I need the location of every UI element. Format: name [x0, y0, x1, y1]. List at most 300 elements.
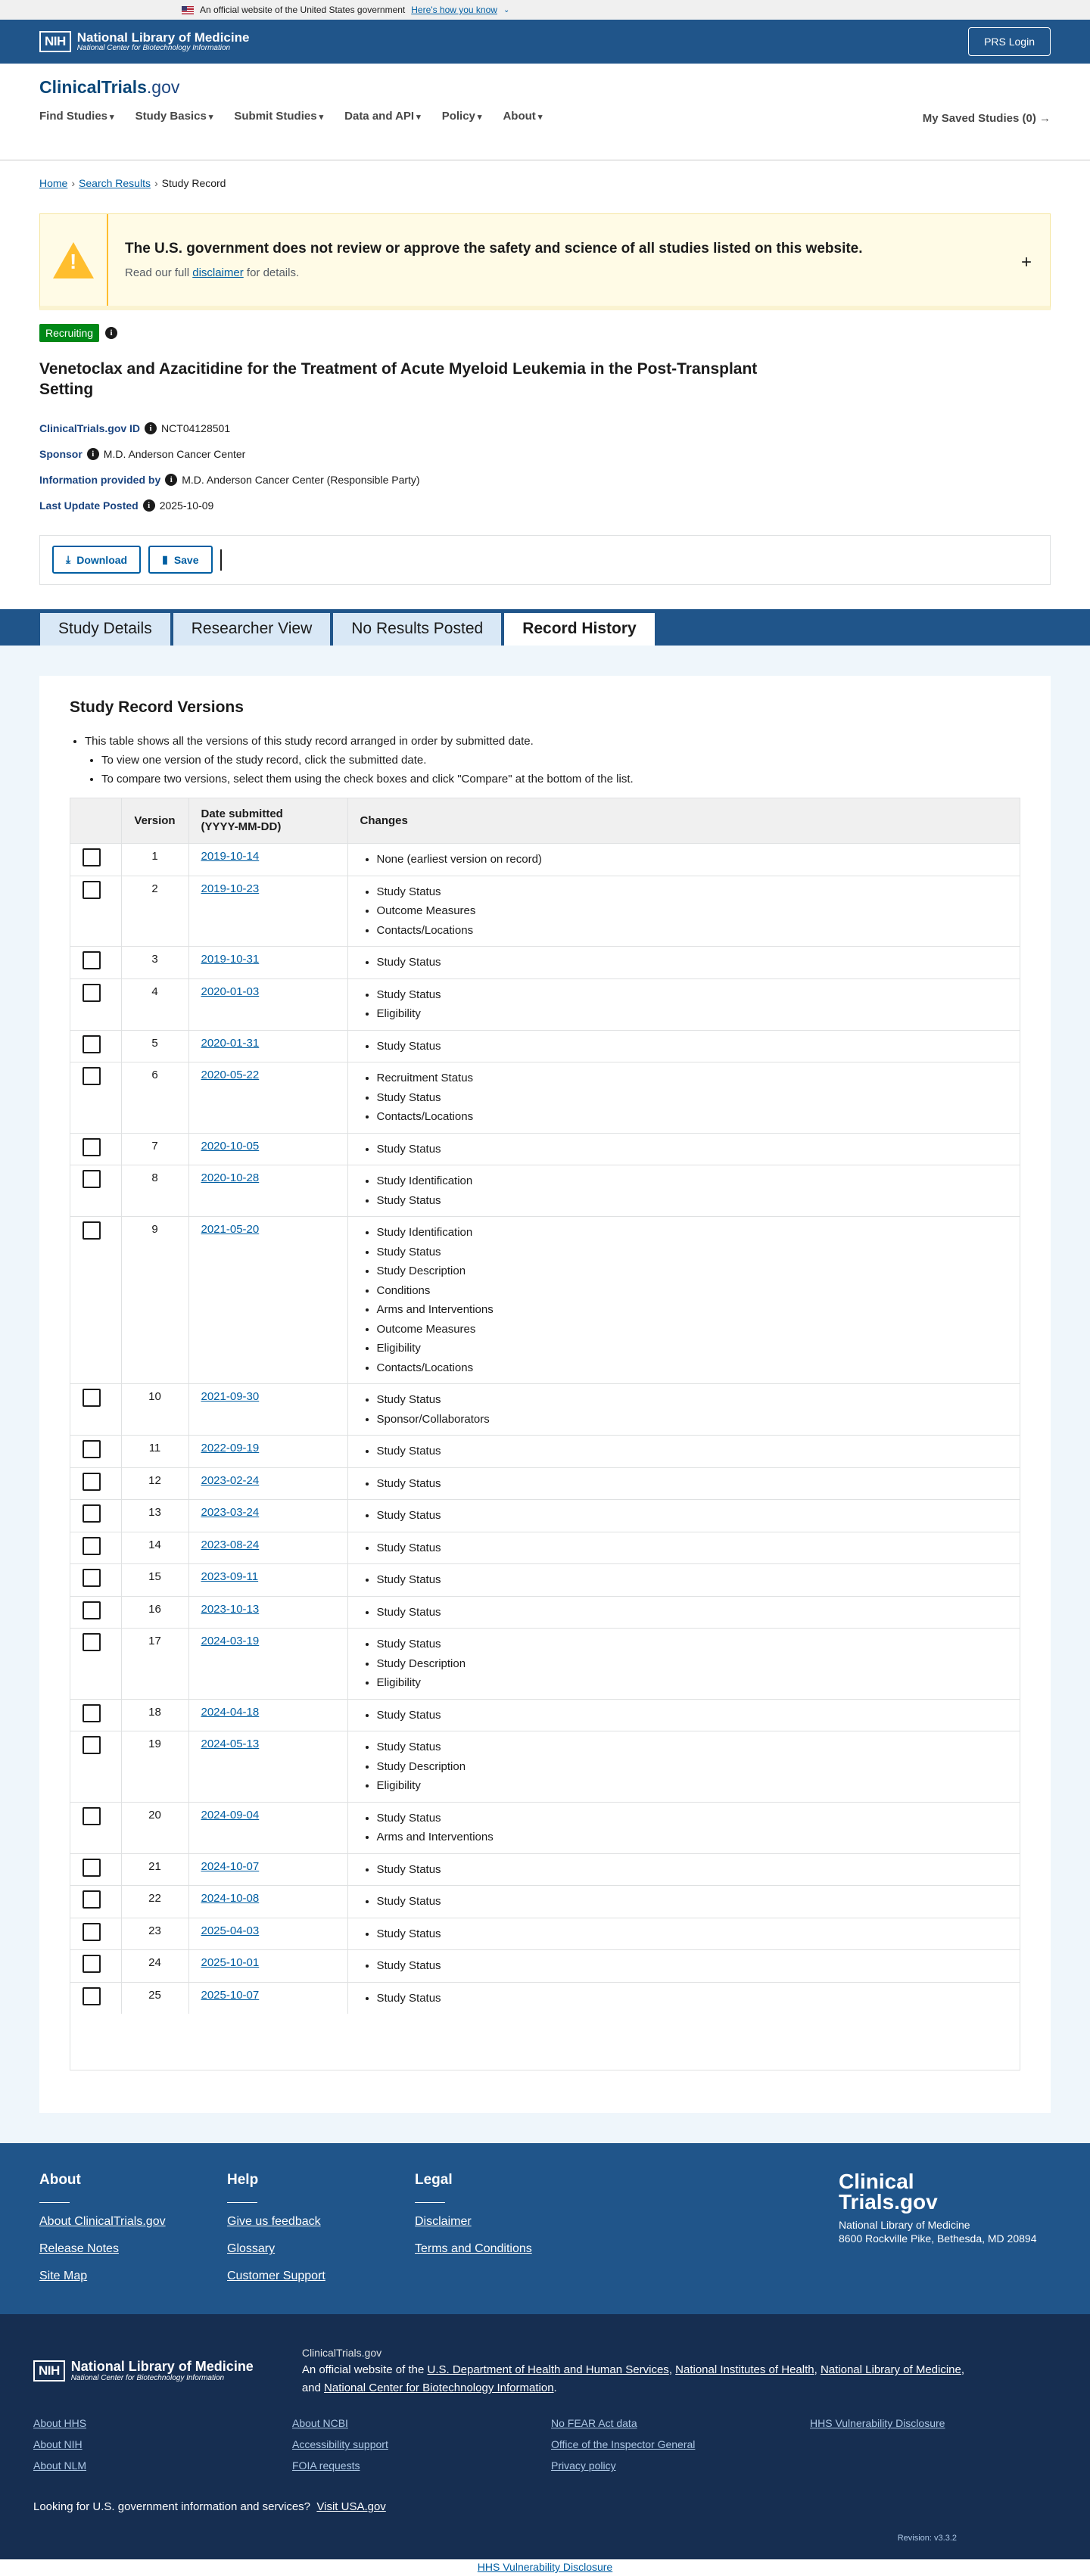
footer-brand [839, 2172, 1043, 2246]
version-checkbox[interactable] [83, 1987, 101, 2005]
versions-table [70, 798, 1020, 2014]
table-row [70, 1217, 1020, 1384]
status-badge: Recruiting [39, 324, 99, 342]
footer-link-support[interactable]: Customer Support [227, 2270, 325, 2283]
version-date-link[interactable]: 2024-03-19 [201, 1635, 260, 1648]
alert-text-before: Read our full [125, 266, 190, 279]
change-item: • Study Status [377, 953, 1008, 972]
changes-list [360, 1140, 1008, 1159]
changes-cell [347, 978, 1020, 1030]
changes-list [360, 1706, 1008, 1725]
table-row [70, 1918, 1020, 1950]
changes-list [360, 1860, 1008, 1880]
bottom-vulnerability-link[interactable]: HHS Vulnerability Disclosure [477, 2561, 613, 2574]
select-cell [70, 1532, 121, 1564]
version-checkbox[interactable] [83, 1807, 101, 1825]
version-number: 21 [121, 1853, 188, 1886]
version-date-link[interactable]: 2024-09-04 [201, 1808, 260, 1822]
version-checkbox[interactable] [83, 881, 101, 899]
footer-link-disclaimer[interactable]: Disclaimer [415, 2215, 472, 2229]
link-foia[interactable]: FOIA requests [292, 2459, 360, 2472]
revision-label: Revision: v3.3.2 [897, 2534, 957, 2543]
select-cell [70, 978, 121, 1030]
version-checkbox[interactable] [83, 1859, 101, 1877]
version-date-link[interactable]: 2020-01-03 [201, 985, 260, 998]
change-item: • Study Status [377, 1140, 1008, 1159]
nav-policy[interactable]: Policy ▾ [442, 110, 482, 123]
study-id: NCT04128501 [161, 422, 231, 434]
alert-text-after: for details. [246, 266, 300, 279]
version-checkbox[interactable] [83, 1955, 101, 1973]
change-item: • Arms and Interventions [377, 1300, 1008, 1320]
version-checkbox[interactable] [83, 1473, 101, 1491]
site-footer [0, 2143, 1090, 2314]
version-number: 19 [121, 1731, 188, 1803]
version-checkbox[interactable] [83, 1601, 101, 1619]
change-item: • Study Status [377, 1506, 1008, 1526]
version-date-link[interactable]: 2023-10-13 [201, 1602, 260, 1616]
version-checkbox[interactable] [83, 1035, 101, 1053]
date-cell [188, 1596, 347, 1629]
alert-icon-area [40, 214, 108, 306]
version-checkbox[interactable] [83, 1923, 101, 1941]
table-row [70, 1165, 1020, 1217]
footer-link-feedback[interactable]: Give us feedback [227, 2215, 321, 2229]
link-about-nih[interactable]: About NIH [33, 2438, 83, 2451]
select-cell [70, 1918, 121, 1950]
link-about-nlm[interactable]: About NLM [33, 2459, 87, 2472]
nlm-footer-site: ClinicalTrials.gov [301, 2347, 382, 2360]
change-item: • Study Status [377, 1538, 1008, 1558]
nav-data-api[interactable]: Data and API ▾ [344, 110, 421, 123]
footer-street: 8600 Rockville Pike, Bethesda, MD 20894 [839, 2232, 1037, 2245]
version-number: 22 [121, 1886, 188, 1918]
version-checkbox[interactable] [83, 1221, 101, 1240]
breadcrumb-search-results[interactable]: Search Results [79, 177, 151, 189]
table-row [70, 978, 1020, 1030]
heres-how-link[interactable]: Here's how you know [411, 5, 497, 15]
updated-value: 2025-10-09 [159, 499, 214, 512]
changes-cell [347, 1802, 1020, 1853]
changes-list [360, 1171, 1008, 1210]
version-number: 7 [121, 1133, 188, 1165]
info-icon[interactable]: i [165, 474, 177, 486]
change-item: • Sponsor/Collaborators [377, 1410, 1008, 1430]
version-date-link[interactable]: 2024-10-07 [201, 1859, 260, 1873]
version-date-link[interactable]: 2022-09-19 [201, 1442, 260, 1455]
version-date-link[interactable]: 2020-10-05 [201, 1139, 260, 1153]
date-cell [188, 1467, 347, 1500]
version-date-link[interactable]: 2021-09-30 [201, 1390, 260, 1404]
select-cell [70, 1467, 121, 1500]
link-nih[interactable]: National Institutes of Health [675, 2363, 814, 2377]
version-date-link[interactable]: 2024-10-08 [201, 1892, 260, 1906]
changes-list [360, 1989, 1008, 2008]
usa-text: Looking for U.S. government information and services? [33, 2500, 311, 2514]
meta-id-row [39, 415, 1051, 441]
nlm-footer-official: An official website of the U.S. Department of Health and Human Services, National Institutes of Health, National Library of Medicine, and National Center for Biotechnology Information. [301, 2363, 965, 2395]
footer-link-release-notes[interactable]: Release Notes [39, 2242, 119, 2256]
table-row [70, 1802, 1020, 1853]
nav-study-basics[interactable]: Study Basics ▾ [135, 110, 213, 123]
arrow-right-icon: → [1039, 112, 1051, 125]
footer-legal [415, 2172, 603, 2285]
divider [415, 2202, 445, 2203]
change-item: • Study Status [377, 1603, 1008, 1622]
changes-list [360, 985, 1008, 1024]
link-accessibility[interactable]: Accessibility support [292, 2438, 388, 2451]
version-date-link[interactable]: 2025-04-03 [201, 1924, 260, 1937]
version-number: 18 [121, 1699, 188, 1731]
col-changes: Changes [347, 798, 1020, 844]
breadcrumb-separator-icon: › [154, 177, 158, 189]
select-cell [70, 947, 121, 979]
link-about-ncbi[interactable]: About NCBI [292, 2417, 348, 2430]
version-checkbox[interactable] [83, 1138, 101, 1156]
change-item: • Arms and Interventions [377, 1828, 1008, 1847]
bookmark-icon: ▮ [162, 553, 168, 566]
version-checkbox[interactable] [83, 1170, 101, 1188]
usa-gov-link[interactable]: Visit USA.gov [316, 2500, 386, 2514]
version-date-link[interactable]: 2020-05-22 [201, 1069, 260, 1082]
changes-list [360, 1924, 1008, 1944]
nlm-footer-desc [302, 2344, 964, 2397]
version-checkbox[interactable] [83, 984, 101, 1002]
change-item: • Study Status [377, 1706, 1008, 1725]
change-item: • Study Status [377, 1989, 1008, 2008]
tab-study-details[interactable]: Study Details [39, 612, 171, 646]
change-item: • Eligibility [377, 1673, 1008, 1693]
study-title: Venetoclax and Azacitidine for the Treatment of Acute Myeloid Leukemia in the Post-Transplant Setting [39, 360, 758, 399]
version-date-link[interactable]: 2023-03-24 [201, 1506, 260, 1520]
tab-no-results-posted[interactable]: No Results Posted [332, 612, 502, 646]
save-button[interactable] [148, 546, 212, 574]
changes-cell [347, 1532, 1020, 1564]
change-item: • Study Status [377, 1088, 1008, 1108]
table-row [70, 1384, 1020, 1436]
info-icon[interactable]: i [105, 327, 117, 339]
nlm-footer-subtitle: National Center for Biotechnology Information [70, 2374, 225, 2383]
version-number: 10 [121, 1384, 188, 1436]
study-tabs [0, 609, 1090, 646]
changes-list [360, 1390, 1008, 1429]
version-date-link[interactable]: 2021-05-20 [201, 1223, 260, 1237]
download-button[interactable] [52, 546, 141, 574]
version-checkbox[interactable] [83, 1504, 101, 1523]
alert-title: The U.S. government does not review or approve the safety and science of all studies listed on this website. [125, 241, 863, 257]
changes-cell [347, 1853, 1020, 1886]
version-number: 13 [121, 1500, 188, 1532]
select-cell [70, 1950, 121, 1983]
table-row [70, 947, 1020, 979]
date-cell [188, 1062, 347, 1134]
link-privacy[interactable]: Privacy policy [551, 2459, 616, 2472]
select-cell [70, 1384, 121, 1436]
footer-logo-line2: Trials.gov [839, 2189, 938, 2214]
bottom-link-row [0, 2559, 1090, 2576]
changes-cell [347, 1886, 1020, 1918]
breadcrumb-home[interactable]: Home [39, 177, 68, 189]
change-item: • Study Status [377, 1635, 1008, 1654]
change-item: • Contacts/Locations [377, 1358, 1008, 1378]
nlm-logo[interactable] [39, 31, 249, 53]
changes-cell [347, 1731, 1020, 1803]
link-hhs[interactable]: U.S. Department of Health and Human Services [427, 2363, 669, 2377]
changes-list [360, 850, 1008, 870]
tab-researcher-view[interactable]: Researcher View [173, 612, 332, 646]
intro-text [85, 735, 1020, 786]
versions-heading: Study Record Versions [70, 698, 244, 716]
version-checkbox[interactable] [83, 1704, 101, 1722]
table-row [70, 1950, 1020, 1983]
date-cell [188, 1532, 347, 1564]
version-number: 14 [121, 1532, 188, 1564]
provided-value: M.D. Anderson Cancer Center (Responsible Party) [182, 473, 420, 486]
logo-suffix: .gov [146, 77, 180, 97]
download-icon: ⤓ [66, 553, 71, 566]
date-cell [188, 844, 347, 876]
change-item: • Study Status [377, 1738, 1008, 1757]
changes-list [360, 882, 1008, 941]
clinicaltrials-logo[interactable] [39, 77, 1051, 98]
change-item: • Study Description [377, 1262, 1008, 1281]
table-footer-space [70, 2014, 1020, 2070]
select-cell [70, 1596, 121, 1629]
date-cell [188, 1982, 347, 2014]
changes-cell [347, 1596, 1020, 1629]
versions-body [70, 844, 1020, 2014]
versions-table-wrap[interactable] [70, 798, 1020, 2071]
status-row [0, 310, 1090, 342]
version-checkbox[interactable] [83, 951, 101, 969]
version-checkbox[interactable] [83, 1633, 101, 1651]
table-row [70, 844, 1020, 876]
change-item: • Study Status [377, 1474, 1008, 1494]
disclaimer-link[interactable]: disclaimer [192, 266, 244, 279]
logo-main: ClinicalTrials [39, 77, 147, 97]
footer-address [839, 2218, 1043, 2245]
link-nlm[interactable]: National Library of Medicine [820, 2363, 961, 2377]
nav-about[interactable]: About ▾ [503, 110, 542, 123]
date-cell [188, 1165, 347, 1217]
version-date-link[interactable]: 2019-10-31 [201, 953, 260, 966]
version-checkbox[interactable] [83, 848, 101, 866]
link-no-fear[interactable]: No FEAR Act data [551, 2417, 637, 2430]
changes-cell [347, 1500, 1020, 1532]
version-number: 3 [121, 947, 188, 979]
date-cell [188, 1918, 347, 1950]
select-cell [70, 1802, 121, 1853]
version-checkbox[interactable] [83, 1736, 101, 1754]
version-number: 4 [121, 978, 188, 1030]
save-label: Save [173, 553, 199, 566]
select-cell [70, 1062, 121, 1134]
link-ncbi[interactable]: National Center for Biotechnology Information [324, 2382, 554, 2395]
date-cell [188, 1950, 347, 1983]
table-row [70, 1596, 1020, 1629]
version-date-link[interactable]: 2025-10-07 [201, 1988, 260, 2002]
main-nav [39, 110, 1051, 123]
nlm-name: National Library of Medicine [76, 30, 250, 45]
changes-cell [347, 1629, 1020, 1700]
gov-banner-text: An official website of the United States government [200, 5, 406, 15]
changes-list [360, 1223, 1008, 1377]
footer-link-glossary[interactable]: Glossary [227, 2242, 276, 2256]
table-row [70, 1886, 1020, 1918]
select-cell [70, 876, 121, 947]
changes-cell [347, 1950, 1020, 1983]
version-date-link[interactable]: 2019-10-23 [201, 882, 260, 895]
version-number: 5 [121, 1030, 188, 1062]
version-date-link[interactable]: 2020-01-31 [201, 1036, 260, 1050]
date-cell [188, 947, 347, 979]
change-item: • Study Status [377, 1924, 1008, 1944]
footer-org: National Library of Medicine [839, 2219, 970, 2232]
nav-submit-studies[interactable]: Submit Studies ▾ [234, 110, 323, 123]
meta-updated-row [39, 493, 1051, 518]
chevron-down-icon: ⌄ [503, 5, 510, 14]
table-row [70, 1564, 1020, 1597]
version-checkbox[interactable] [83, 1890, 101, 1909]
changes-cell [347, 1918, 1020, 1950]
nih-logo-icon: NIH [33, 2360, 65, 2382]
changes-list [360, 1635, 1008, 1693]
site-header [0, 64, 1090, 160]
version-date-link[interactable]: 2023-08-24 [201, 1538, 260, 1551]
link-about-hhs[interactable]: About HHS [33, 2417, 87, 2430]
col-select [70, 798, 121, 844]
changes-cell [347, 1062, 1020, 1134]
changes-list [360, 1506, 1008, 1526]
footer-logo[interactable] [839, 2172, 1043, 2212]
nlm-subtitle: National Center for Biotechnology Information [76, 44, 231, 53]
version-checkbox[interactable] [83, 1440, 101, 1458]
version-date-link[interactable]: 2025-10-01 [201, 1956, 260, 1970]
version-date-link[interactable]: 2024-05-13 [201, 1738, 260, 1751]
change-item: • Study Identification [377, 1223, 1008, 1243]
changes-cell [347, 1133, 1020, 1165]
change-item: • Study Status [377, 1570, 1008, 1590]
table-row [70, 1982, 1020, 2014]
table-row [70, 1731, 1020, 1803]
info-icon[interactable]: i [87, 448, 99, 460]
meta-provided-row [39, 467, 1051, 493]
change-item: • Study Status [377, 1956, 1008, 1976]
version-checkbox[interactable] [83, 1569, 101, 1587]
breadcrumb-separator-icon: › [71, 177, 76, 189]
footer-link-terms[interactable]: Terms and Conditions [415, 2242, 532, 2256]
change-item: • Eligibility [377, 1776, 1008, 1796]
date-cell [188, 1629, 347, 1700]
footer-logo-line1: Clinical [839, 2170, 914, 2194]
select-cell [70, 1133, 121, 1165]
link-vulnerability[interactable]: HHS Vulnerability Disclosure [810, 2417, 945, 2430]
disclaimer-alert [39, 213, 1051, 310]
version-date-link[interactable]: 2023-02-24 [201, 1473, 260, 1487]
saved-studies-link[interactable] [923, 112, 1051, 125]
date-cell [188, 1731, 347, 1803]
version-date-link[interactable]: 2020-10-28 [201, 1171, 260, 1185]
table-row [70, 1467, 1020, 1500]
change-item: • Contacts/Locations [377, 1107, 1008, 1127]
change-item: • Study Identification [377, 1171, 1008, 1191]
link-inspector-general[interactable]: Office of the Inspector General [551, 2438, 696, 2451]
table-header-row [70, 798, 1020, 844]
version-date-link[interactable]: 2024-04-18 [201, 1705, 260, 1719]
change-item: • Study Status [377, 882, 1008, 902]
version-checkbox[interactable] [83, 1067, 101, 1085]
changes-list [360, 1570, 1008, 1590]
changes-list [360, 1442, 1008, 1461]
change-item: • Contacts/Locations [377, 921, 1008, 941]
change-item: • Eligibility [377, 1004, 1008, 1024]
table-row [70, 1436, 1020, 1468]
info-icon[interactable]: i [145, 422, 157, 434]
alert-text [125, 266, 863, 279]
info-icon[interactable]: i [143, 499, 155, 512]
changes-cell [347, 1217, 1020, 1384]
changes-cell [347, 876, 1020, 947]
nav-find-studies[interactable]: Find Studies ▾ [39, 110, 114, 123]
tab-record-history[interactable]: Record History [503, 612, 656, 646]
select-cell [70, 1731, 121, 1803]
versions-intro [70, 735, 1020, 786]
version-checkbox[interactable] [83, 1537, 101, 1555]
action-bar [39, 535, 1051, 585]
updated-label: Last Update Posted [39, 499, 139, 512]
changes-list [360, 1603, 1008, 1622]
provided-label: Information provided by [39, 473, 161, 486]
changes-list [360, 1474, 1008, 1494]
changes-list [360, 1738, 1008, 1796]
version-date-link[interactable]: 2019-10-14 [201, 850, 260, 863]
table-row [70, 1062, 1020, 1134]
change-item: • Outcome Measures [377, 901, 1008, 921]
breadcrumb-current: Study Record [161, 177, 226, 189]
download-label: Download [76, 553, 128, 566]
version-checkbox[interactable] [83, 1389, 101, 1407]
table-row [70, 1699, 1020, 1731]
gov-banner [0, 0, 1090, 20]
select-cell [70, 1853, 121, 1886]
date-cell [188, 1564, 347, 1597]
expand-plus-icon[interactable]: + [1020, 252, 1032, 272]
footer-help [227, 2172, 415, 2285]
select-cell [70, 1165, 121, 1217]
table-row [70, 1532, 1020, 1564]
date-cell [188, 1384, 347, 1436]
meta-sponsor-row [39, 441, 1051, 467]
changes-list [360, 1892, 1008, 1912]
version-number: 9 [121, 1217, 188, 1384]
date-cell [188, 1853, 347, 1886]
study-meta [0, 400, 1090, 518]
main-content [0, 646, 1090, 2144]
change-item: • Study Status [377, 1809, 1008, 1828]
table-row [70, 1629, 1020, 1700]
version-number: 17 [121, 1629, 188, 1700]
prs-login-button[interactable]: PRS Login [968, 27, 1051, 56]
footer-link-about-ct[interactable]: About ClinicalTrials.gov [39, 2215, 166, 2229]
date-cell [188, 1500, 347, 1532]
date-cell [188, 1886, 347, 1918]
changes-cell [347, 1165, 1020, 1217]
version-date-link[interactable]: 2023-09-11 [201, 1570, 259, 1584]
nlm-footer-logo[interactable] [33, 2344, 254, 2397]
select-cell [70, 1030, 121, 1062]
footer-link-site-map[interactable]: Site Map [39, 2270, 88, 2283]
version-number: 12 [121, 1467, 188, 1500]
